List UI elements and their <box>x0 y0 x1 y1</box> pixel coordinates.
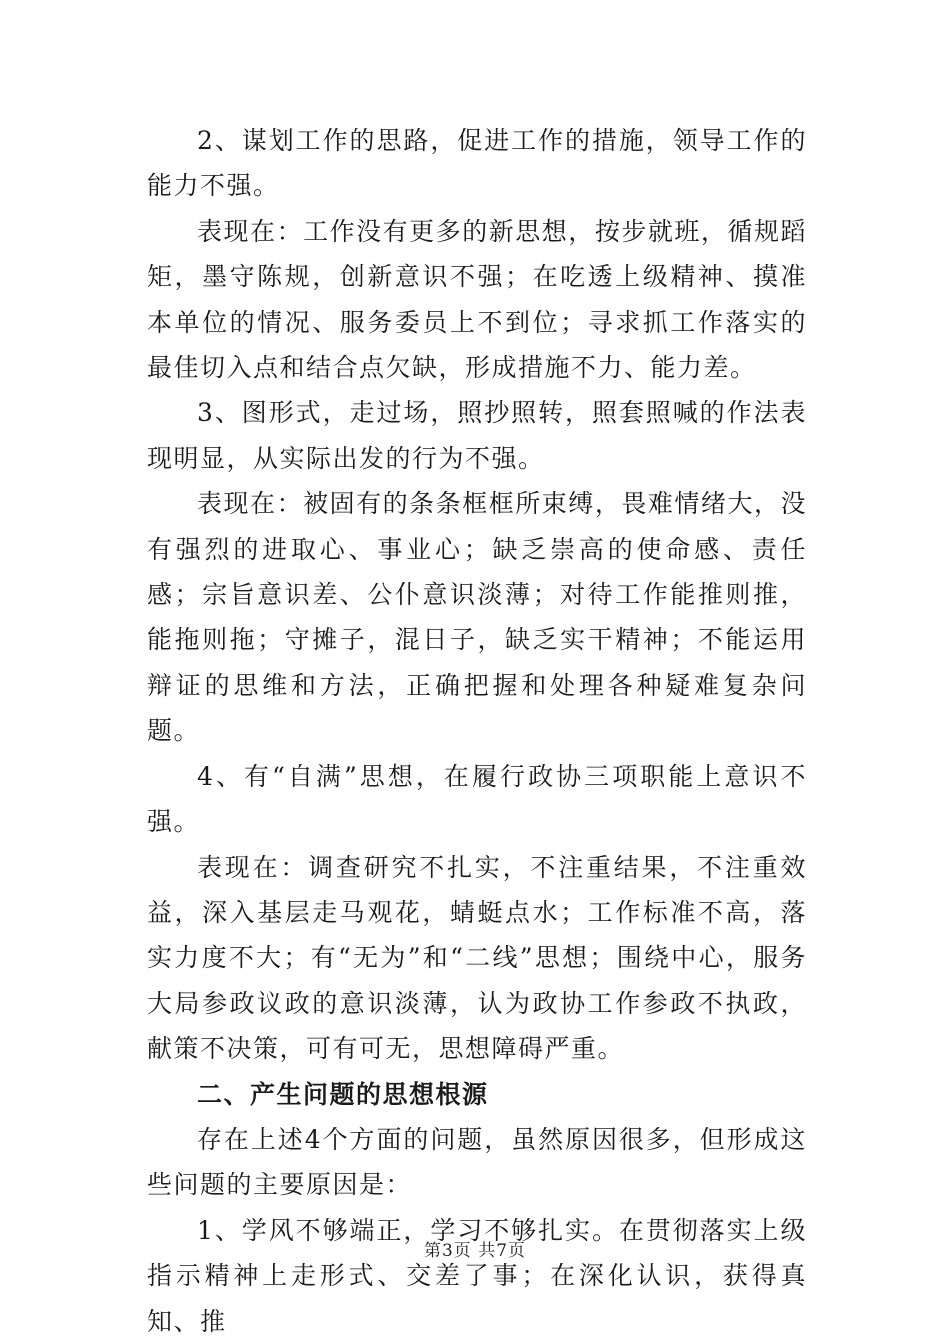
document-body <box>147 118 807 1344</box>
paragraph-point-4-detail: 表现在：调查研究不扎实，不注重结果，不注重效益，深入基层走马观花，蜻蜓点水；工作标准不高，落实力度不大；有“无为”和“二线”思想；围绕中心，服务大局参政议政的意识淡薄，认为政协工作参政不执政，献策不决策，可有可无，思想障碍严重。 <box>147 852 807 1064</box>
page-number-footer: 第3页 共7页 <box>423 1241 527 1261</box>
paragraph-point-3: 3、图形式，走过场，照抄照转，照套照喊的作法表现明显，从实际出发的行为不强。 <box>147 398 807 473</box>
paragraph-point-2-detail: 表现在：工作没有更多的新思想，按步就班，循规蹈矩，墨守陈规，创新意识不强；在吃透上级精神、摸准本单位的情况、服务委员上不到位；寻求抓工作落实的最佳切入点和结合点欠缺，形成措施不力、能力差。 <box>147 216 807 383</box>
section-heading: 二、产生问题的思想根源 <box>197 1079 489 1109</box>
paragraph-cause-1: 1、学风不够端正，学习不够扎实。在贯彻落实上级指示精神上走形式、交差了事；在深化认识，获得真知、推 <box>147 1215 807 1336</box>
paragraph-point-2: 2、谋划工作的思路，促进工作的措施，领导工作的能力不强。 <box>147 126 807 201</box>
paragraph-section-intro: 存在上述4个方面的问题，虽然原因很多，但形成这些问题的主要原因是： <box>147 1124 807 1200</box>
paragraph-point-3-detail: 表现在：被固有的条条框框所束缚，畏难情绪大，没有强烈的进取心、事业心；缺乏崇高的使命感、责任感；宗旨意识差、公仆意识淡薄；对待工作能推则推，能拖则拖；守摊子，混日子，缺乏实干精神；不能运用辩证的思维和方法，正确把握和处理各种疑难复杂问题。 <box>147 489 807 746</box>
paragraph-point-4: 4、有“自满”思想，在履行政协三项职能上意识不强。 <box>147 761 807 837</box>
